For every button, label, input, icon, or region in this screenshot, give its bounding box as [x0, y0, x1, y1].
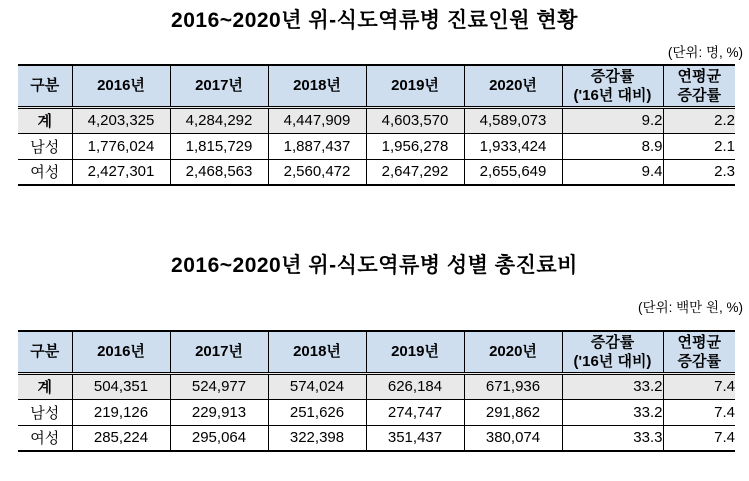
value-cell: 1,933,424 — [464, 133, 562, 159]
value-cell: 4,447,909 — [268, 107, 366, 133]
avg-annual-line1: 연평균 — [677, 333, 721, 351]
rate-value-cell: 7.4 — [663, 373, 735, 399]
value-cell: 2,655,649 — [464, 159, 562, 185]
avg-annual-line2: 증감률 — [677, 352, 721, 370]
value-cell: 322,398 — [268, 425, 366, 451]
rate-value-cell: 2.1 — [663, 133, 735, 159]
row-label-cell: 남성 — [18, 133, 72, 159]
header-cell-change-rate — [562, 65, 663, 107]
header-cell-year-2019: 2019년 — [366, 331, 464, 373]
header-cell-category: 구분 — [18, 65, 72, 107]
value-cell: 285,224 — [72, 425, 170, 451]
header-cell-year-2016: 2016년 — [72, 65, 170, 107]
rate-value-cell: 8.9 — [562, 133, 663, 159]
value-cell: 524,977 — [170, 373, 268, 399]
header-cell-change-rate — [562, 331, 663, 373]
value-cell: 380,074 — [464, 425, 562, 451]
cost-table — [18, 330, 735, 452]
value-cell: 251,626 — [268, 399, 366, 425]
change-rate-line1: 증감률 — [590, 67, 635, 85]
row-label-cell: 여성 — [18, 159, 72, 185]
table-1-title: 2016~2020년 위-식도역류병 진료인원 현황 — [171, 9, 578, 32]
rate-value-cell: 2.2 — [663, 107, 735, 133]
rate-value-cell: 7.4 — [663, 425, 735, 451]
value-cell: 2,647,292 — [366, 159, 464, 185]
value-cell: 504,351 — [72, 373, 170, 399]
rate-value-cell: 2.3 — [663, 159, 735, 185]
header-row — [18, 331, 735, 373]
value-cell: 1,887,437 — [268, 133, 366, 159]
rate-value-cell: 33.2 — [562, 399, 663, 425]
value-cell: 351,437 — [366, 425, 464, 451]
table-1-unit-label: (단위: 명, %) — [667, 45, 743, 60]
header-cell-year-2017: 2017년 — [170, 65, 268, 107]
rate-value-cell: 33.3 — [562, 425, 663, 451]
value-cell: 1,956,278 — [366, 133, 464, 159]
header-cell-year-2020: 2020년 — [464, 65, 562, 107]
header-cell-year-2018: 2018년 — [268, 331, 366, 373]
header-cell-avg-annual-rate — [663, 65, 735, 107]
change-rate-line2: ('16년 대비) — [573, 86, 652, 104]
header-cell-year-2016: 2016년 — [72, 331, 170, 373]
header-cell-year-2019: 2019년 — [366, 65, 464, 107]
row-label-cell: 남성 — [18, 399, 72, 425]
header-cell-category: 구분 — [18, 331, 72, 373]
value-cell: 291,862 — [464, 399, 562, 425]
rate-value-cell: 33.2 — [562, 373, 663, 399]
value-cell: 1,815,729 — [170, 133, 268, 159]
header-cell-year-2020: 2020년 — [464, 331, 562, 373]
value-cell: 4,603,570 — [366, 107, 464, 133]
table-row-total — [18, 373, 735, 399]
row-label-cell: 계 — [18, 373, 72, 399]
value-cell: 219,126 — [72, 399, 170, 425]
value-cell: 574,024 — [268, 373, 366, 399]
value-cell: 1,776,024 — [72, 133, 170, 159]
value-cell: 626,184 — [366, 373, 464, 399]
value-cell: 4,203,325 — [72, 107, 170, 133]
header-cell-avg-annual-rate — [663, 331, 735, 373]
table-2-title: 2016~2020년 위-식도역류병 성별 총진료비 — [171, 254, 578, 277]
table-2-unit-label: (단위: 백만 원, %) — [638, 300, 743, 315]
table-row-male — [18, 133, 735, 159]
patients-table — [18, 64, 735, 186]
value-cell: 295,064 — [170, 425, 268, 451]
value-cell: 274,747 — [366, 399, 464, 425]
row-label-cell: 여성 — [18, 425, 72, 451]
rate-value-cell: 9.2 — [562, 107, 663, 133]
avg-annual-line2: 증감률 — [677, 86, 721, 104]
table-row-female — [18, 425, 735, 451]
table-row-total — [18, 107, 735, 133]
change-rate-line2: ('16년 대비) — [573, 352, 652, 370]
value-cell: 2,468,563 — [170, 159, 268, 185]
rate-value-cell: 7.4 — [663, 399, 735, 425]
header-row — [18, 65, 735, 107]
value-cell: 671,936 — [464, 373, 562, 399]
value-cell: 4,284,292 — [170, 107, 268, 133]
table-row-male — [18, 399, 735, 425]
value-cell: 229,913 — [170, 399, 268, 425]
value-cell: 2,560,472 — [268, 159, 366, 185]
row-label-cell: 계 — [18, 107, 72, 133]
rate-value-cell: 9.4 — [562, 159, 663, 185]
value-cell: 2,427,301 — [72, 159, 170, 185]
avg-annual-line1: 연평균 — [677, 67, 721, 85]
table-row-female — [18, 159, 735, 185]
header-cell-year-2018: 2018년 — [268, 65, 366, 107]
header-cell-year-2017: 2017년 — [170, 331, 268, 373]
change-rate-line1: 증감률 — [590, 333, 635, 351]
value-cell: 4,589,073 — [464, 107, 562, 133]
